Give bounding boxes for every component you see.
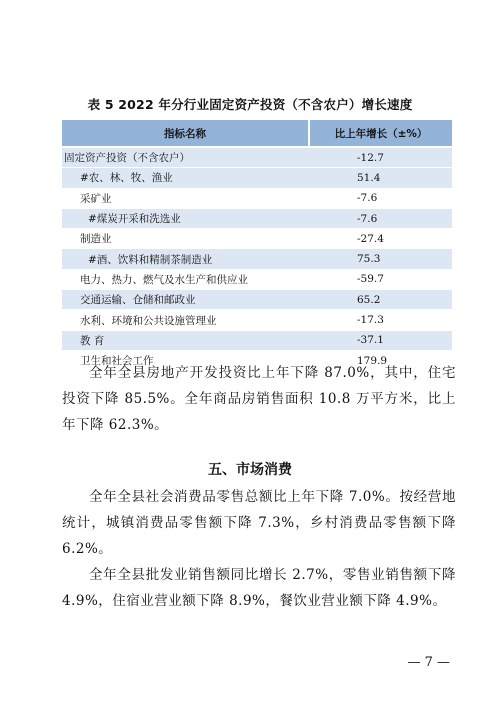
table-row (62, 147, 452, 168)
row-label: 水利、环境和公共设施管理业 (62, 310, 309, 330)
wholesale-paragraph: 全年全县批发业销售额同比增长 2.7%，零售业销售额下降 4.9%，住宿业营业额下降 8.9%，餐饮业营业额下降 4.9%。 (62, 567, 456, 609)
table-row (62, 229, 452, 249)
row-label: 固定资产投资（不含农户） (62, 147, 309, 168)
row-value: -27.4 (309, 229, 452, 249)
table-header-row (62, 120, 452, 147)
table-row (62, 188, 452, 208)
row-label: 制造业 (62, 229, 309, 249)
table-caption: 表 5 2022 年分行业固定资产投资（不含农户）增长速度 (87, 97, 413, 112)
row-value: -59.7 (309, 269, 452, 289)
row-value: 179.9 (309, 350, 452, 370)
table-row (62, 269, 452, 289)
column-header-growth: 比上年增长（±%） (309, 120, 452, 147)
row-value: -17.3 (309, 310, 452, 330)
row-value: 75.3 (309, 249, 452, 269)
row-label: #酒、饮料和精制茶制造业 (62, 249, 309, 269)
row-label: #农、林、牧、渔业 (62, 168, 309, 188)
row-label: 采矿业 (62, 188, 309, 208)
row-value: 65.2 (309, 290, 452, 310)
table-row (62, 208, 452, 228)
table-row (62, 310, 452, 330)
row-label: 电力、热力、燃气及水生产和供应业 (62, 269, 309, 289)
table-row (62, 168, 452, 188)
row-label: #煤炭开采和洗选业 (62, 208, 309, 228)
row-value: -12.7 (309, 147, 452, 168)
column-header-indicator: 指标名称 (62, 120, 309, 147)
investment-growth-table (62, 120, 452, 371)
row-value: 51.4 (309, 168, 452, 188)
table-row (62, 330, 452, 350)
real-estate-paragraph: 全年全县房地产开发投资比上年下降 87.0%，其中，住宅投资下降 85.5%。全年商品房销售面积 10.8 万平方米，比上年下降 62.3%。 (62, 365, 456, 433)
page-number: — 7 — (407, 655, 450, 670)
row-value: -37.1 (309, 330, 452, 350)
row-label: 教 育 (62, 330, 309, 350)
retail-paragraph: 全年全县社会消费品零售总额比上年下降 7.0%。按经营地统计，城镇消费品零售额下降 7.3%，乡村消费品零售额下降 6.2%。 (62, 489, 456, 557)
row-value: -7.6 (309, 208, 452, 228)
row-value: -7.6 (309, 188, 452, 208)
row-label: 卫生和社会工作 (62, 350, 309, 370)
table-row (62, 290, 452, 310)
table-row (62, 249, 452, 269)
row-label: 交通运输、仓储和邮政业 (62, 290, 309, 310)
section-heading: 五、市场消费 (208, 462, 292, 478)
